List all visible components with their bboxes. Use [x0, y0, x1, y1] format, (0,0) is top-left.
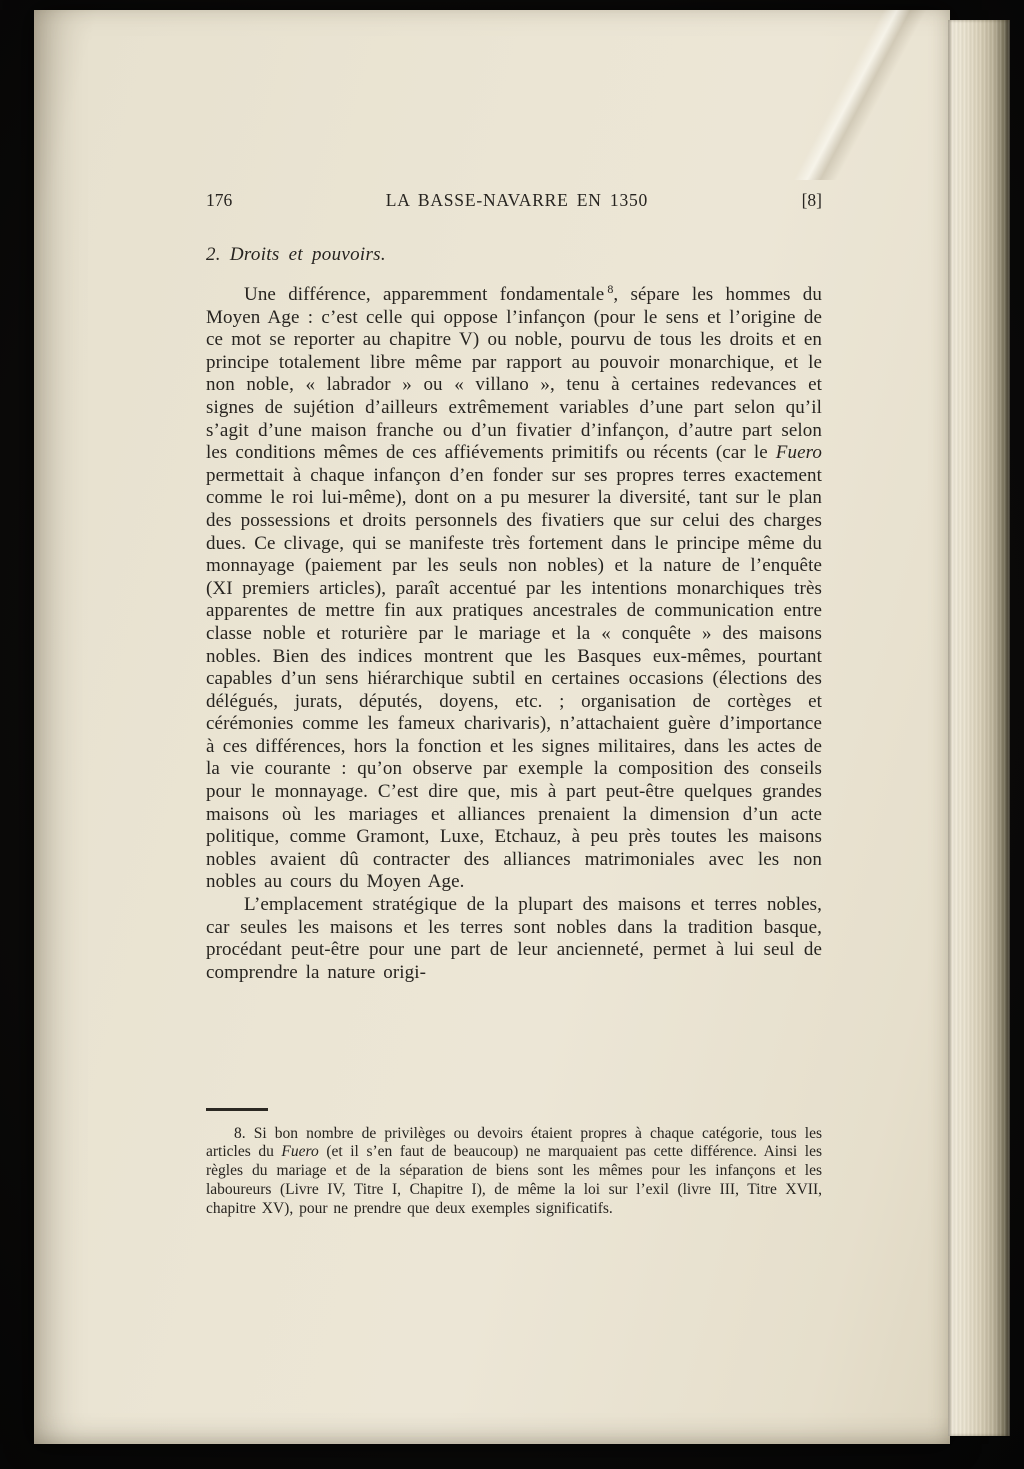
issue-marker: [8]	[801, 190, 822, 210]
running-head	[206, 190, 822, 211]
footnote-separator	[206, 1108, 268, 1111]
page-number: 176	[206, 190, 233, 210]
book-fore-edge	[948, 20, 1010, 1436]
page-text-block	[206, 190, 822, 984]
paragraph-text: , sépare les hommes du Moyen Age : c’est celle qui oppose l’infançon (pour le sens et l’origine de ce mot se reporter au chapitre V) ou noble, pourvu de tous les droits et en principe totalement libre même par rapport au pouvoir monarchique, et le non noble, « labrador » ou « villano », tenu à certaines redevances et signes de sujétion d’ailleurs extrêmement variables d’une part selon qu’il s’agit d’une maison franche ou d’un fivatier d’infançon, d’autre part selon les conditions mêmes de ces affiévements primitifs ou récents (car le	[206, 284, 822, 464]
italic-term: Fuero	[281, 1143, 319, 1161]
running-title: LA BASSE-NAVARRE EN 1350	[385, 190, 649, 210]
footnote-block	[206, 1108, 822, 1218]
paragraph-text: Une différence, apparemment fondamentale	[244, 284, 605, 305]
footnote-segment: 8. Si bon nombre de privilèges ou devoirs étaient propres à chaque catégorie, tous les articles du	[206, 1124, 822, 1161]
paragraph-text: permettait à chaque infançon d’en fonder sur ses propres terres exactement comme le roi lui-même), dont on a pu mesurer la diversité, tant sur le plan des possessions et droits personnels des fivatiers que sur celui des charges dues. Ce clivage, qui se manifeste très fortement dans le principe même du monnayage (paiement par les seuls non nobles) et la nature de l’enquête (XI premiers articles), paraît accentué par les intentions monarchiques très apparentes de mettre fin aux pratiques ancestrales de communication entre classe noble et roturière par le mariage et la « conquête » des maisons nobles. Bien des indices montrent que les Basques eux-mêmes, pourtant capables d’un sens hiérarchique subtil en certaines occasions (élections des délégués, jurats, députés, doyens, etc. ; organisation de cortèges et cérémonies comme les fameux charivaris), n’attachaient guère d’importance à ces différences, hors la fonction et les signes militaires, dans les actes de la vie courante : qu’on observe par exemple la composition des conseils pour le monnayage. C’est dire que, mis à part peut-être quelques grandes maisons où les mariages et alliances prenaient la dimension d’un acte politique, comme Gramont, Luxe, Etchauz, à peu près toutes les maisons nobles avaient dû contracter des alliances matrimoniales avec les non nobles au cours du Moyen Age.	[206, 464, 822, 893]
footnote-segment: (et il s’en faut de beaucoup) ne marquaient pas cette différence. Ainsi les règles du mariage et de la séparation de biens sont les mêmes pour les infançons et les laboureurs (Livre IV, Titre I, Chapitre I), de même la loi sur l’exil (livre III, Titre XVII, chapitre XV), pour ne prendre que deux exemples significatifs.	[206, 1143, 822, 1217]
paragraph: L’emplacement stratégique de la plupart des maisons et terres nobles, car seules les maisons et les terres sont nobles dans la tradition basque, procédant peut-être pour une part de leur ancienneté, permet à lui seul de comprendre la nature origi-	[206, 894, 822, 983]
book-page	[34, 10, 950, 1444]
section-heading: 2. Droits et pouvoirs.	[206, 244, 386, 265]
italic-term: Fuero	[775, 442, 822, 464]
footnote-reference: 8	[607, 281, 614, 296]
paragraph	[206, 281, 822, 894]
footnote-text	[206, 1125, 822, 1219]
page-corner-fold	[770, 10, 950, 180]
